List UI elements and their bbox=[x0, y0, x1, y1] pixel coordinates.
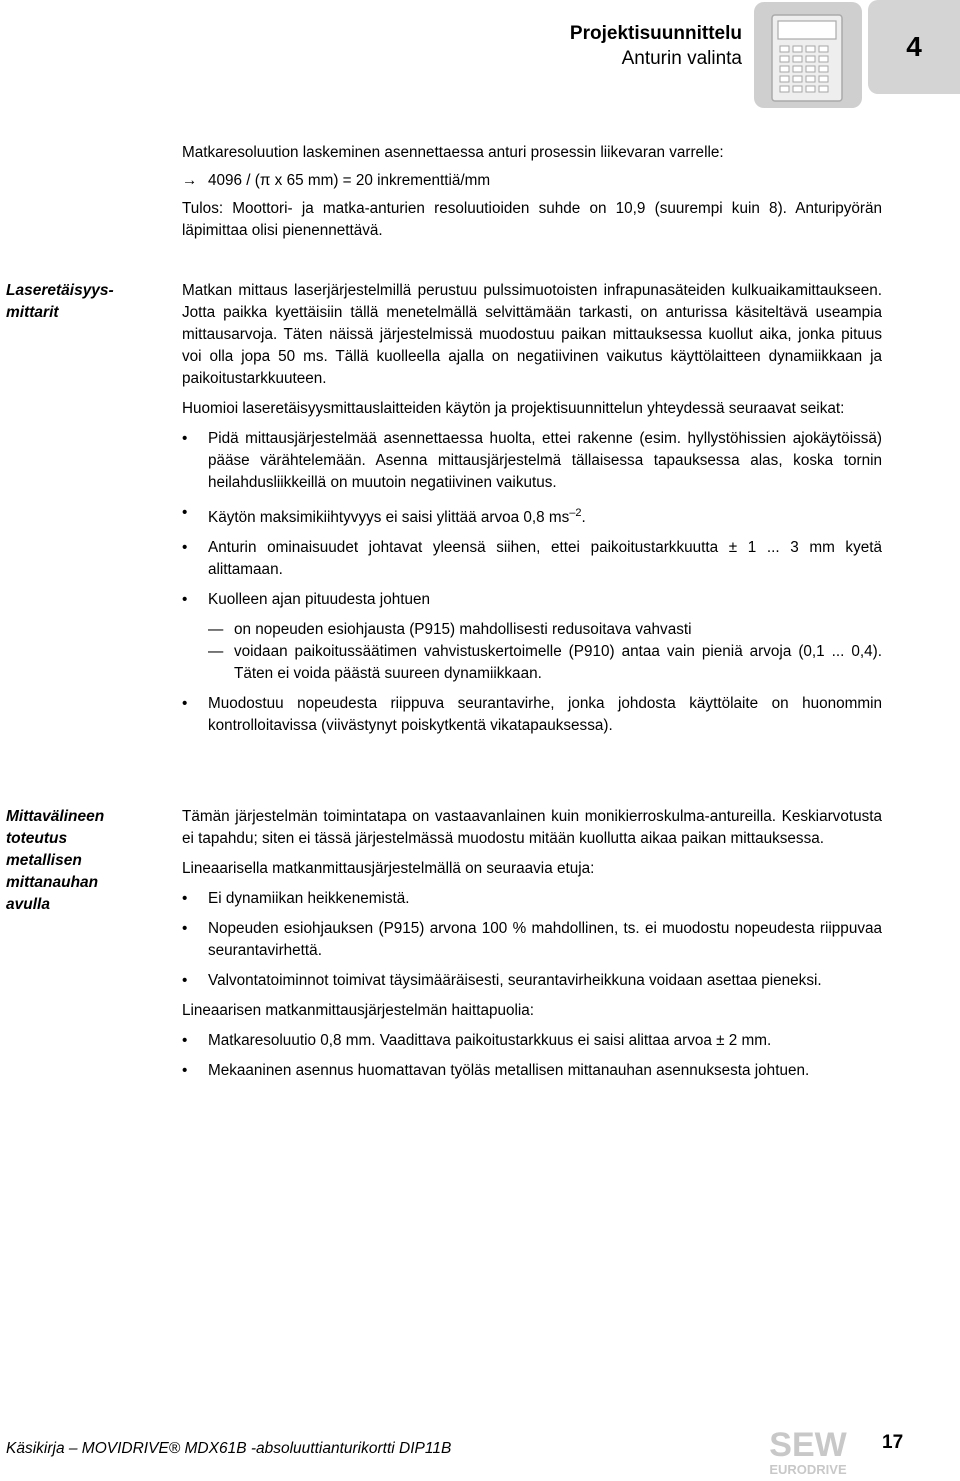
list-item: • Valvontatoiminnot toimivat täysimääräisesti, seurantavirheikkuna voidaan asettaa pieneksi. bbox=[182, 970, 882, 992]
bullet-text: Käytön maksimikiihtyvyys ei saisi ylittää arvoa 0,8 ms bbox=[208, 509, 570, 527]
list-item: • Muodostuu nopeudesta riippuva seurantavirhe, jonka johdosta käyttölaite on huonommin kontrolloitavissa (viivästynyt poiskytkentä vikatapauksessa). bbox=[182, 693, 882, 737]
list-item: • Pidä mittausjärjestelmää asennettaessa huolta, ettei rakenne (esim. hyllystöhissien ajokäytöissä) pääse värähtelemään. Asenna mittausjärjestelmä tällaisessa tapauksessa alas, koska tornin heilahdusliikkeillä on muutoin negatiivinen vaikutus. bbox=[182, 428, 882, 494]
bullet-text: • Kuolleen ajan pituudesta johtuen bbox=[208, 591, 430, 609]
list-item: • Matkaresoluutio 0,8 mm. Vaadittava paikoitustarkkuus ei saisi alittaa arvoa ± 2 mm. bbox=[182, 1030, 882, 1052]
list-item bbox=[182, 502, 882, 529]
list-item bbox=[182, 589, 882, 685]
svg-text:SEW: SEW bbox=[769, 1426, 847, 1464]
footer-text: Käsikirja – MOVIDRIVE® MDX61B -absoluuttianturikortti DIP11B bbox=[6, 1440, 452, 1457]
formula-line bbox=[182, 170, 882, 192]
disadvantages-list bbox=[182, 1030, 882, 1082]
list-item: • Mekaaninen asennus huomattavan työläs metallisen mittanauhan asennuksesta johtuen. bbox=[182, 1060, 882, 1082]
dash-item: — on nopeuden esiohjausta (P915) mahdollisesti redusoitava vahvasti bbox=[182, 619, 882, 641]
dash-item: — voidaan paikoitussäätimen vahvistuskertoimelle (P910) antaa vain pieniä arvoja (0,1 ... 0,4). Täten ei voida päästä suureen dynamiikkaan. bbox=[182, 641, 882, 685]
section-title: Projektisuunnittelu bbox=[569, 23, 742, 44]
metal-paragraph: Tämän järjestelmän toimintatapa on vastaavanlainen kuin monikierroskulma-antureilla. Keskiarvotusta ei tapahdu; siten ei tässä järjestelmässä muodostu mitään kuollutta aikaa paikan mittauksessa. bbox=[182, 808, 882, 847]
laser-paragraph: Matkan mittaus laserjärjestelmillä perustuu pulssimuotoisten infrapunasäteiden kulkuaikamittaukseen. Jotta paikka kyettäisiin tällä menetelmällä selvittämään tarkasti, on anturissa käsiteltävä useampia mittausarvoja. Täten näissä järjestelmissä muodostuu paikan mittauksessa kuollut aika, jonka pituus voi olla jopa 50 ms. Tällä kuolleella ajalla on negatiivinen vaikutus käyttölaitteen dynamiikkaan ja paikoitustarkkuuteen. bbox=[182, 282, 882, 387]
chapter-number: 4 bbox=[868, 0, 960, 94]
laser-section bbox=[182, 280, 882, 737]
advantages-list bbox=[182, 888, 882, 992]
page-header bbox=[570, 22, 742, 72]
list-item: • Anturin ominaisuudet johtavat yleensä siihen, ettei paikoitustarkkuutta ± 1 ... 3 mm kyetä alittamaan. bbox=[182, 537, 882, 581]
bullet-superscript: –2 bbox=[569, 507, 582, 519]
laser-note: Huomioi laseretäisyysmittauslaitteiden käytön ja projektisuunnittelun yhteydessä seuraavat seikat: bbox=[182, 400, 845, 417]
dash-list bbox=[182, 619, 882, 685]
page-number: 17 bbox=[882, 1432, 904, 1453]
advantages-heading: Lineaarisella matkanmittausjärjestelmällä on seuraavia etuja: bbox=[182, 860, 595, 877]
list-item: • Ei dynamiikan heikkenemistä. bbox=[182, 888, 882, 910]
laser-bullet-list bbox=[182, 428, 882, 737]
disadvantages-heading: Lineaarisen matkanmittausjärjestelmän haittapuolia: bbox=[182, 1002, 535, 1019]
intro-block bbox=[182, 142, 882, 242]
list-item: • Nopeuden esiohjauksen (P915) arvona 100 % mahdollinen, ts. ei muodostu nopeudesta riippuvaa seurantavirhettä. bbox=[182, 918, 882, 962]
formula-text: 4096 / (π x 65 mm) = 20 inkrementtiä/mm bbox=[208, 172, 491, 189]
section-subtitle: Anturin valinta bbox=[621, 48, 742, 69]
side-label-laser: Laseretäisyys- mittarit bbox=[6, 282, 114, 321]
svg-text:EURODRIVE: EURODRIVE bbox=[769, 1462, 847, 1476]
calculator-icon bbox=[754, 2, 862, 108]
arrow-right-icon: → bbox=[182, 172, 198, 189]
metal-section bbox=[182, 806, 882, 1082]
sew-eurodrive-logo bbox=[752, 1424, 864, 1476]
result-text: Tulos: Moottori- ja matka-anturien resoluutioiden suhde on 10,9 (suurempi kuin 8). Anturipyörän läpimittaa olisi pienennettävä. bbox=[182, 200, 882, 239]
bullet-end: . bbox=[581, 509, 586, 527]
side-label-metal: Mittavälineen toteutus metallisen mittanauhan avulla bbox=[6, 808, 105, 913]
intro-line: Matkaresoluution laskeminen asennettaessa anturi prosessin liikevaran varrelle: bbox=[182, 144, 724, 161]
